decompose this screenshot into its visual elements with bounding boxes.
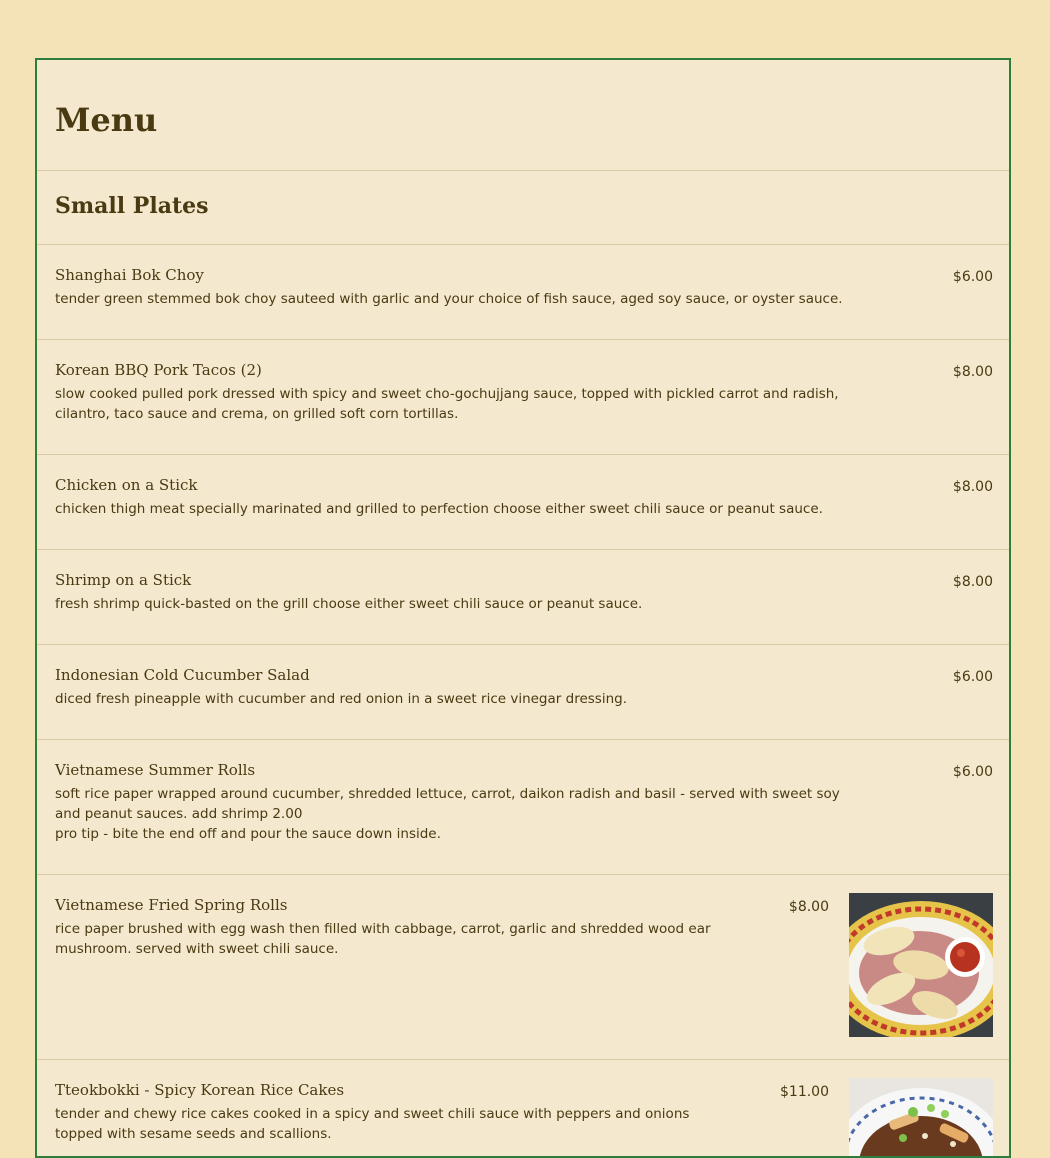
menu-header (37, 60, 1009, 171)
menu-item[interactable] (37, 550, 1009, 645)
item-price: $6.00 (952, 669, 993, 685)
item-description: tender and chewy rice cakes cooked in a spicy and sweet chili sauce with peppers and onions topped with sesame seeds and scallions. (55, 1106, 690, 1142)
section-title: Small Plates (55, 193, 209, 219)
menu-item[interactable] (37, 340, 1009, 455)
menu-card (35, 58, 1011, 1158)
item-description: diced fresh pineapple with cucumber and red onion in a sweet rice vinegar dressing. (55, 691, 627, 707)
menu-item[interactable] (37, 1060, 1009, 1158)
item-price: $6.00 (952, 269, 993, 285)
menu-item[interactable] (37, 740, 1009, 875)
item-description: rice paper brushed with egg wash then filled with cabbage, carrot, garlic and shredded wood ear mushroom. served with sweet chili sauce. (55, 921, 711, 957)
spring-rolls-image (849, 893, 993, 1037)
item-name: Vietnamese Summer Rolls (55, 761, 256, 779)
item-description: slow cooked pulled pork dressed with spicy and sweet cho-gochujjang sauce, topped with pickled carrot and radish, cilantro, taco sauce and crema, on grilled soft corn tortillas. (55, 386, 839, 422)
item-name: Indonesian Cold Cucumber Salad (55, 666, 310, 684)
menu-title: Menu (55, 101, 158, 139)
menu-item[interactable] (37, 875, 1009, 1060)
item-price: $8.00 (952, 364, 993, 380)
item-name: Shrimp on a Stick (55, 571, 192, 589)
item-name: Vietnamese Fried Spring Rolls (55, 896, 288, 914)
item-description: chicken thigh meat specially marinated and grilled to perfection choose either sweet chili sauce or peanut sauce. (55, 501, 823, 517)
item-name: Korean BBQ Pork Tacos (2) (55, 361, 262, 379)
spring-rolls-photo[interactable] (849, 893, 993, 1037)
item-description: soft rice paper wrapped around cucumber, shredded lettuce, carrot, daikon radish and basil - served with sweet soy and peanut sauces. add shrimp 2.00 pro tip - bite the end off and pour the sauce down inside. (55, 786, 840, 842)
item-price: $6.00 (952, 764, 993, 780)
menu-item[interactable] (37, 245, 1009, 340)
tteokbokki-photo[interactable] (849, 1078, 993, 1158)
item-description: fresh shrimp quick-basted on the grill choose either sweet chili sauce or peanut sauce. (55, 596, 643, 612)
item-price: $8.00 (952, 479, 993, 495)
item-price: $8.00 (952, 574, 993, 590)
menu-item[interactable] (37, 455, 1009, 550)
item-name: Shanghai Bok Choy (55, 266, 204, 284)
item-description: tender green stemmed bok choy sauteed with garlic and your choice of fish sauce, aged soy sauce, or oyster sauce. (55, 291, 843, 307)
menu-item[interactable] (37, 645, 1009, 740)
item-price: $8.00 (788, 899, 829, 915)
item-name: Chicken on a Stick (55, 476, 198, 494)
item-name: Tteokbokki - Spicy Korean Rice Cakes (55, 1081, 345, 1099)
item-price: $11.00 (780, 1084, 829, 1100)
section-header (37, 171, 1009, 245)
tteokbokki-image (849, 1078, 993, 1158)
